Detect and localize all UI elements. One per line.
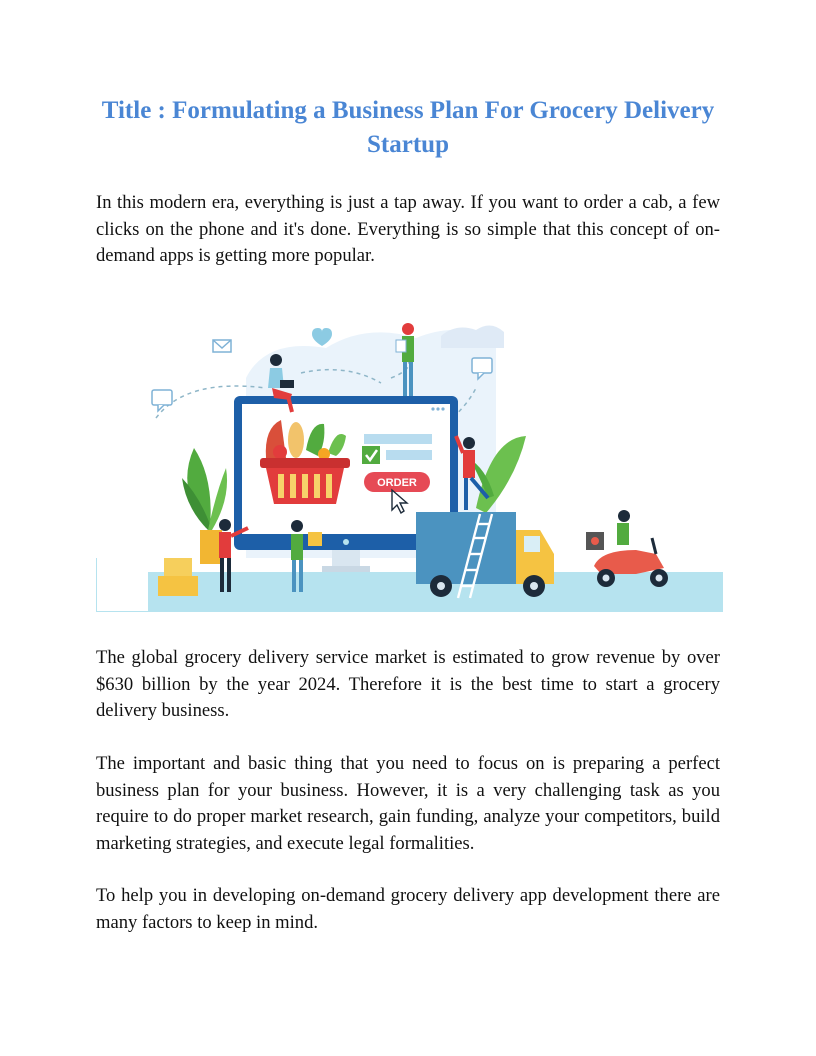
paragraph-factors: To help you in developing on-demand grocery delivery app development there are many factors to keep in mind. (96, 885, 720, 933)
boxes (158, 558, 198, 596)
paragraph-business-plan: The important and basic thing that you need to focus on is preparing a perfect business plan for your business. However, it is a very challenging task as you require to do proper market research, gain funding, analyze your competitors, build marketing strategies, and execute legal formalities. (96, 753, 720, 854)
page-title: Title : Formulating a Business Plan For Grocery Delivery Startup (101, 97, 715, 158)
form-field (386, 450, 432, 460)
envelope-icon (213, 340, 231, 352)
paragraph-market: The global grocery delivery service market is estimated to grow revenue by over $630 billion by the year 2024. Therefore it is the best time to start a grocery delivery business. (96, 647, 720, 721)
chat-like-icon (152, 390, 172, 411)
paragraph-intro: In this modern era, everything is just a tap away. If you want to order a cab, a few clicks on the phone and it's done. Everything is so simple that this concept of on-demand apps is getting more popular. (96, 192, 720, 266)
order-button-label: ORDER (377, 477, 417, 489)
background-cloud (441, 325, 504, 348)
checkbox-checked (362, 446, 380, 464)
heart-icon (312, 328, 332, 346)
form-field (364, 434, 432, 444)
grocery-delivery-illustration (96, 318, 723, 612)
order-button (364, 472, 430, 492)
